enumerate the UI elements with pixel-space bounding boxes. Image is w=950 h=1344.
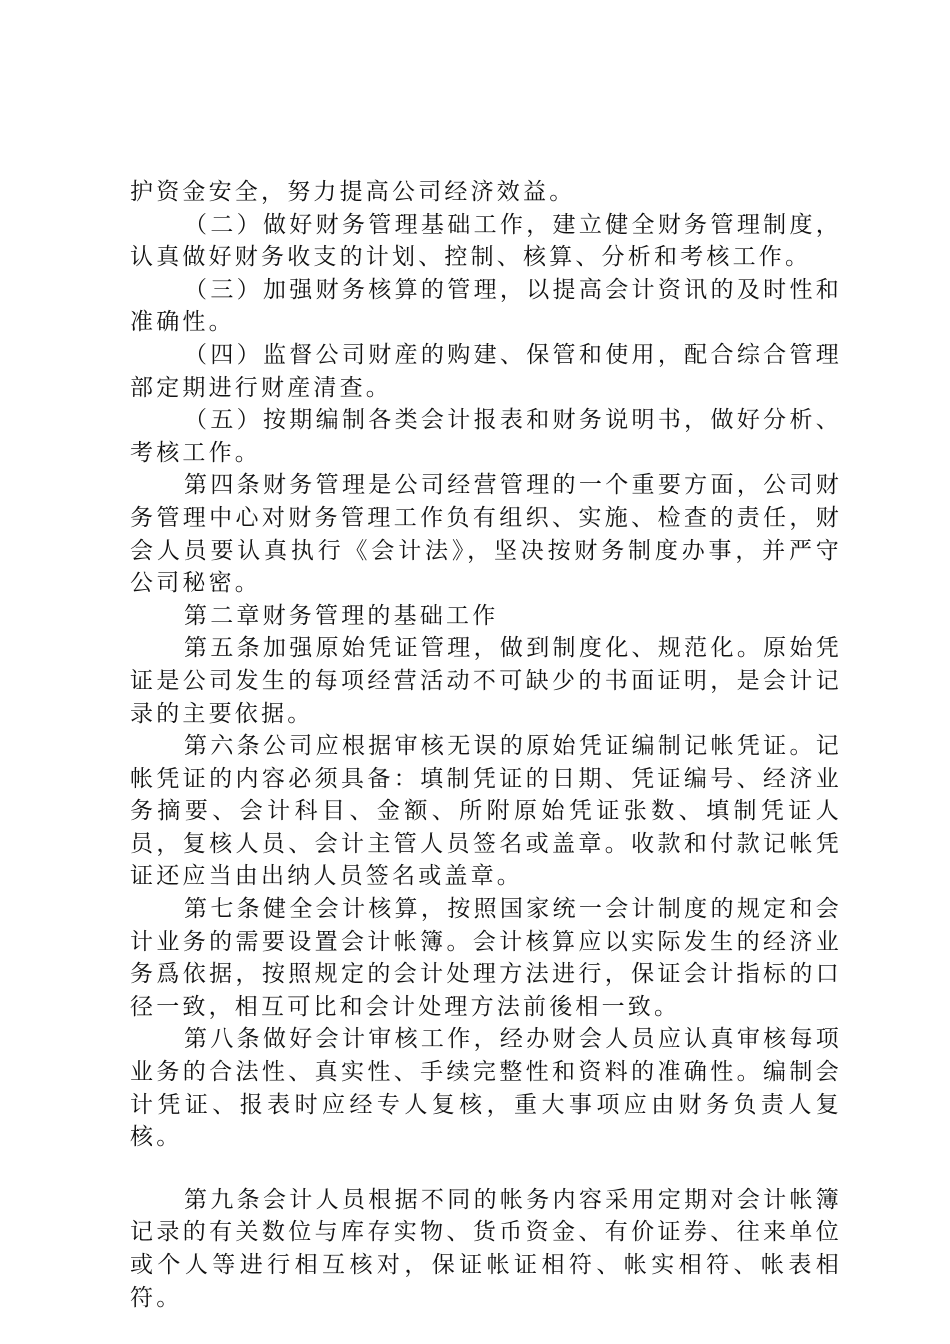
paragraph-article-6: 第六条公司应根据审核无误的原始凭证编制记帐凭证。记帐凭证的内容必须具备：填制凭证的日期、凭证编号、经济业务摘要、会计科目、金额、所附原始凭证张数、填制凭证人员，复核人员、会计主管人员签名或盖章。收款和付款记帐凭证还应当由出纳人员签名或盖章。 (130, 733, 842, 890)
document-body (130, 176, 842, 1314)
paragraph-item-3: （三）加强财务核算的管理，以提高会计资讯的及时性和准确性。 (130, 276, 842, 336)
paragraph-article-7: 第七条健全会计核算，按照国家统一会计制度的规定和会计业务的需要设置会计帐簿。会计核算应以实际发生的经济业务爲依据，按照规定的会计处理方法进行，保证会计指标的口径一致，相互可比和会计处理方法前後相一致。 (130, 896, 842, 1020)
chapter-2-heading: 第二章财务管理的基础工作 (184, 602, 499, 629)
paragraph-article-8: 第八条做好会计审核工作，经办财会人员应认真审核每项业务的合法性、真实性、手续完整性和资料的准确性。编制会计凭证、报表时应经专人复核，重大事项应由财务负责人复核。 (130, 1026, 842, 1151)
paragraph-continuation: 护资金安全，努力提高公司经济效益。 (130, 179, 576, 205)
paragraph-item-5: （五）按期编制各类会计报表和财务说明书，做好分析、考核工作。 (130, 407, 842, 466)
paragraph-article-9: 第九条会计人员根据不同的帐务内容采用定期对会计帐簿记录的有关数位与库存实物、货币资金、有价证券、往来单位或个人等进行相互核对，保证帐证相符、帐实相符、帐表相符。 (130, 1186, 842, 1311)
paragraph-item-4: （四）监督公司财産的购建、保管和使用，配合综合管理部定期进行财産清查。 (130, 341, 842, 401)
paragraph-article-5: 第五条加强原始凭证管理，做到制度化、规范化。原始凭证是公司发生的每项经营活动不可缺少的书面证明，是会计记录的主要依据。 (130, 635, 842, 727)
paragraph-article-4: 第四条财务管理是公司经营管理的一个重要方面，公司财务管理中心对财务管理工作负有组织、实施、检查的责任，财会人员要认真执行《会计法》，坚决按财务制度办事，并严守公司秘密。 (130, 472, 842, 597)
paragraph-item-2: （二）做好财务管理基础工作，建立健全财务管理制度，认真做好财务收支的计划、控制、核算、分析和考核工作。 (130, 211, 842, 271)
